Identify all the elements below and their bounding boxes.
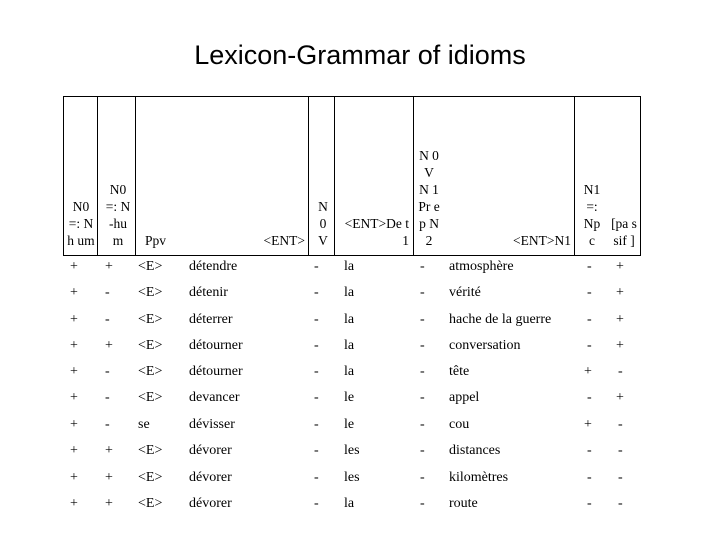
- cell-verb: dévisser: [189, 417, 235, 432]
- cell-noun: hache de la guerre: [449, 312, 552, 327]
- column-divider: [640, 96, 641, 256]
- cell-n0v: -: [314, 338, 319, 353]
- cell-n0vn1prepn2: -: [420, 259, 425, 274]
- header-ent-n1: <ENT>N1: [513, 233, 571, 248]
- cell-n0vn1prepn2: -: [420, 285, 425, 300]
- cell-noun: distances: [449, 443, 501, 458]
- cell-passif: +: [616, 390, 624, 405]
- cell-noun: vérité: [449, 285, 481, 300]
- cell-n0vn1prepn2: -: [420, 470, 425, 485]
- page-title: Lexicon-Grammar of idioms: [194, 40, 526, 70]
- cell-verb: détourner: [189, 338, 243, 353]
- header-bottom-border: [63, 255, 641, 256]
- cell-n0vn1prepn2: -: [420, 338, 425, 353]
- cell-passif: -: [618, 417, 623, 432]
- cell-verb: détenir: [189, 285, 228, 300]
- cell-n1-npc: +: [584, 417, 592, 432]
- cell-n0-hum: +: [70, 364, 78, 379]
- cell-n0-nhum: -: [105, 390, 110, 405]
- cell-n0-nhum: -: [105, 285, 110, 300]
- cell-n1-npc: -: [587, 312, 592, 327]
- cell-verb: dévorer: [189, 443, 232, 458]
- cell-n1-npc: -: [587, 338, 592, 353]
- cell-n0vn1prepn2: -: [420, 417, 425, 432]
- cell-n0-nhum: +: [105, 470, 113, 485]
- header-n0-hum: N0 =: Nh um: [67, 199, 95, 248]
- cell-n0-nhum: +: [105, 496, 113, 511]
- cell-n1-npc: -: [587, 285, 592, 300]
- header-passif: [pa ssif ]: [611, 216, 637, 248]
- cell-n0-hum: +: [70, 259, 78, 274]
- cell-n0vn1prepn2: -: [420, 312, 425, 327]
- cell-n0-nhum: -: [105, 312, 110, 327]
- cell-ppv: <E>: [138, 364, 163, 379]
- cell-det: le: [344, 390, 355, 405]
- cell-n0-nhum: +: [105, 443, 113, 458]
- cell-n0v: -: [314, 496, 319, 511]
- cell-n0v: -: [314, 390, 319, 405]
- cell-n0v: -: [314, 364, 319, 379]
- cell-n0v: -: [314, 443, 319, 458]
- cell-n0-nhum: -: [105, 364, 110, 379]
- cell-noun: route: [449, 496, 478, 511]
- cell-passif: -: [618, 364, 623, 379]
- column-divider: [308, 96, 309, 256]
- cell-verb: dévorer: [189, 470, 232, 485]
- header-n1-npc: N1 =: Np c: [583, 182, 601, 248]
- cell-verb: détendre: [189, 259, 238, 274]
- cell-ppv: <E>: [138, 338, 163, 353]
- cell-n1-npc: -: [587, 496, 592, 511]
- cell-n0-hum: +: [70, 496, 78, 511]
- cell-n0v: -: [314, 417, 319, 432]
- cell-n0-hum: +: [70, 390, 78, 405]
- header-ent-det1: <ENT>De t1: [344, 216, 409, 248]
- column-divider: [135, 96, 136, 256]
- cell-det: la: [344, 338, 355, 353]
- column-divider: [334, 96, 335, 256]
- cell-n0vn1prepn2: -: [420, 443, 425, 458]
- cell-ppv: <E>: [138, 259, 163, 274]
- cell-ppv: <E>: [138, 496, 163, 511]
- cell-passif: -: [618, 470, 623, 485]
- cell-n0v: -: [314, 259, 319, 274]
- cell-det: la: [344, 364, 355, 379]
- cell-det: le: [344, 417, 355, 432]
- cell-verb: dévorer: [189, 496, 232, 511]
- header-n0v: N 0 V: [318, 199, 328, 248]
- cell-ppv: <E>: [138, 285, 163, 300]
- cell-ppv: <E>: [138, 443, 163, 458]
- cell-n0v: -: [314, 285, 319, 300]
- cell-passif: -: [618, 496, 623, 511]
- cell-ppv: <E>: [138, 470, 163, 485]
- cell-det: la: [344, 285, 355, 300]
- header-top-border: [63, 96, 641, 97]
- cell-n0vn1prepn2: -: [420, 390, 425, 405]
- cell-n0-hum: +: [70, 417, 78, 432]
- cell-det: la: [344, 259, 355, 274]
- cell-n1-npc: -: [587, 470, 592, 485]
- cell-n0-hum: +: [70, 312, 78, 327]
- cell-ppv: <E>: [138, 312, 163, 327]
- cell-passif: +: [616, 259, 624, 274]
- cell-n0-hum: +: [70, 285, 78, 300]
- cell-n1-npc: -: [587, 443, 592, 458]
- cell-ppv: se: [138, 417, 150, 432]
- column-divider: [574, 96, 575, 256]
- cell-noun: conversation: [449, 338, 521, 353]
- cell-det: les: [344, 470, 360, 485]
- cell-n0-nhum: -: [105, 417, 110, 432]
- cell-passif: -: [618, 443, 623, 458]
- cell-n0v: -: [314, 312, 319, 327]
- header-n0vn1prepn2: N 0 V N 1 Pr ep N 2: [418, 148, 440, 248]
- cell-n0vn1prepn2: -: [420, 364, 425, 379]
- cell-passif: +: [616, 312, 624, 327]
- column-divider: [413, 96, 414, 256]
- cell-verb: déterrer: [189, 312, 233, 327]
- cell-det: les: [344, 443, 360, 458]
- cell-n0-nhum: +: [105, 259, 113, 274]
- cell-ppv: <E>: [138, 390, 163, 405]
- cell-noun: appel: [449, 390, 480, 405]
- cell-noun: atmosphère: [449, 259, 514, 274]
- cell-passif: +: [616, 338, 624, 353]
- cell-n0-hum: +: [70, 338, 78, 353]
- cell-verb: devancer: [189, 390, 240, 405]
- header-ent: <ENT>: [263, 233, 305, 248]
- cell-n0-hum: +: [70, 470, 78, 485]
- cell-det: la: [344, 496, 355, 511]
- column-divider: [97, 96, 98, 256]
- cell-noun: cou: [449, 417, 470, 432]
- cell-noun: tête: [449, 364, 470, 379]
- header-ppv: Ppv: [145, 233, 167, 248]
- cell-n0-nhum: +: [105, 338, 113, 353]
- cell-passif: +: [616, 285, 624, 300]
- cell-n1-npc: -: [587, 390, 592, 405]
- cell-verb: détourner: [189, 364, 243, 379]
- cell-n0v: -: [314, 470, 319, 485]
- cell-n0-hum: +: [70, 443, 78, 458]
- column-divider: [63, 96, 64, 256]
- cell-n1-npc: -: [587, 259, 592, 274]
- header-n0-nhum: N0 =: N-hu m: [105, 182, 131, 248]
- cell-n1-npc: +: [584, 364, 592, 379]
- cell-n0vn1prepn2: -: [420, 496, 425, 511]
- header-table: [63, 96, 641, 256]
- cell-det: la: [344, 312, 355, 327]
- cell-noun: kilomètres: [449, 470, 509, 485]
